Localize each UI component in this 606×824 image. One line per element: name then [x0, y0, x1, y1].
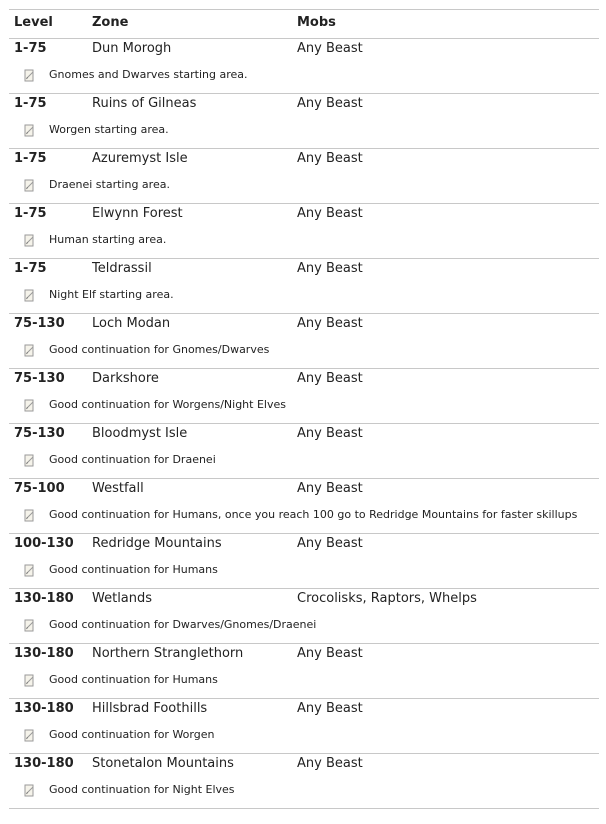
- mobs-cell: Any Beast: [297, 316, 363, 331]
- note-text: Good continuation for Worgen: [49, 728, 215, 741]
- zone-table: [9, 9, 599, 809]
- mobs-cell: Any Beast: [297, 426, 363, 441]
- zone-cell: Darkshore: [92, 371, 159, 386]
- level-cell: 1-75: [14, 96, 47, 111]
- zone-cell: Northern Stranglethorn: [92, 646, 244, 661]
- zone-cell: Azuremyst Isle: [92, 151, 188, 166]
- mobs-cell: Any Beast: [297, 96, 363, 111]
- zone-cell: Hillsbrad Foothills: [92, 701, 208, 716]
- note-text: Human starting area.: [49, 233, 167, 246]
- zone-cell: Elwynn Forest: [92, 206, 183, 221]
- note-row: [9, 613, 599, 643]
- note-icon: [23, 234, 35, 247]
- level-header: Level: [14, 15, 53, 30]
- mobs-cell: Any Beast: [297, 481, 363, 496]
- note-icon: [23, 289, 35, 302]
- table-row: [9, 369, 599, 424]
- mobs-cell: Any Beast: [297, 151, 363, 166]
- note-icon: [23, 784, 35, 797]
- note-icon: [23, 399, 35, 412]
- table-row: [9, 589, 599, 644]
- note-text: Good continuation for Humans, once you reach 100 go to Redridge Mountains for faster skillups: [49, 508, 578, 521]
- note-text: Draenei starting area.: [49, 178, 170, 191]
- note-row: [9, 338, 599, 368]
- level-cell: 1-75: [14, 206, 47, 221]
- note-text: Worgen starting area.: [49, 123, 169, 136]
- note-icon: [23, 674, 35, 687]
- note-icon: [23, 564, 35, 577]
- mobs-cell: Any Beast: [297, 206, 363, 221]
- mobs-cell: Any Beast: [297, 646, 363, 661]
- note-text: Good continuation for Worgens/Night Elves: [49, 398, 286, 411]
- level-cell: 75-130: [14, 316, 65, 331]
- level-cell: 1-75: [14, 41, 47, 56]
- note-text: Good continuation for Humans: [49, 673, 218, 686]
- level-cell: 130-180: [14, 591, 74, 606]
- note-row: [9, 118, 599, 148]
- mobs-cell: Any Beast: [297, 756, 363, 771]
- note-row: [9, 393, 599, 423]
- note-icon: [23, 509, 35, 522]
- note-text: Good continuation for Humans: [49, 563, 218, 576]
- note-row: [9, 668, 599, 698]
- level-cell: 75-100: [14, 481, 65, 496]
- note-row: [9, 448, 599, 478]
- note-row: [9, 778, 599, 808]
- level-cell: 1-75: [14, 261, 47, 276]
- note-row: [9, 723, 599, 753]
- table-body: [9, 39, 599, 809]
- level-cell: 100-130: [14, 536, 74, 551]
- zone-cell: Dun Morogh: [92, 41, 172, 56]
- zone-cell: Westfall: [92, 481, 144, 496]
- note-icon: [23, 454, 35, 467]
- table-row: [9, 534, 599, 589]
- note-text: Good continuation for Draenei: [49, 453, 216, 466]
- table-row: [9, 314, 599, 369]
- note-icon: [23, 619, 35, 632]
- note-row: [9, 283, 599, 313]
- level-cell: 130-180: [14, 701, 74, 716]
- note-text: Good continuation for Gnomes/Dwarves: [49, 343, 270, 356]
- zone-cell: Stonetalon Mountains: [92, 756, 234, 771]
- level-cell: 130-180: [14, 646, 74, 661]
- table-row: [9, 699, 599, 754]
- table-row: [9, 94, 599, 149]
- note-text: Gnomes and Dwarves starting area.: [49, 68, 248, 81]
- zone-cell: Ruins of Gilneas: [92, 96, 197, 111]
- table-row: [9, 479, 599, 534]
- zone-cell: Bloodmyst Isle: [92, 426, 188, 441]
- table-row: [9, 644, 599, 699]
- level-cell: 75-130: [14, 426, 65, 441]
- zone-cell: Teldrassil: [92, 261, 152, 276]
- table-row: [9, 754, 599, 809]
- zone-cell: Wetlands: [92, 591, 153, 606]
- zone-header: Zone: [92, 15, 129, 30]
- note-row: [9, 228, 599, 258]
- zone-cell: Redridge Mountains: [92, 536, 222, 551]
- note-text: Good continuation for Dwarves/Gnomes/Draenei: [49, 618, 317, 631]
- note-icon: [23, 124, 35, 137]
- note-text: Good continuation for Night Elves: [49, 783, 235, 796]
- mobs-cell: Any Beast: [297, 371, 363, 386]
- note-row: [9, 503, 599, 533]
- note-row: [9, 173, 599, 203]
- level-cell: 75-130: [14, 371, 65, 386]
- level-cell: 130-180: [14, 756, 74, 771]
- note-icon: [23, 179, 35, 192]
- mobs-header: Mobs: [297, 15, 336, 30]
- note-row: [9, 63, 599, 93]
- mobs-cell: Crocolisks, Raptors, Whelps: [297, 591, 477, 606]
- table-row: [9, 149, 599, 204]
- level-cell: 1-75: [14, 151, 47, 166]
- mobs-cell: Any Beast: [297, 261, 363, 276]
- note-row: [9, 558, 599, 588]
- table-row: [9, 424, 599, 479]
- mobs-cell: Any Beast: [297, 701, 363, 716]
- zone-cell: Loch Modan: [92, 316, 171, 331]
- table-row: [9, 39, 599, 94]
- note-icon: [23, 729, 35, 742]
- mobs-cell: Any Beast: [297, 41, 363, 56]
- note-icon: [23, 344, 35, 357]
- table-row: [9, 204, 599, 259]
- table-header: [9, 9, 599, 39]
- note-text: Night Elf starting area.: [49, 288, 174, 301]
- mobs-cell: Any Beast: [297, 536, 363, 551]
- table-row: [9, 259, 599, 314]
- note-icon: [23, 69, 35, 82]
